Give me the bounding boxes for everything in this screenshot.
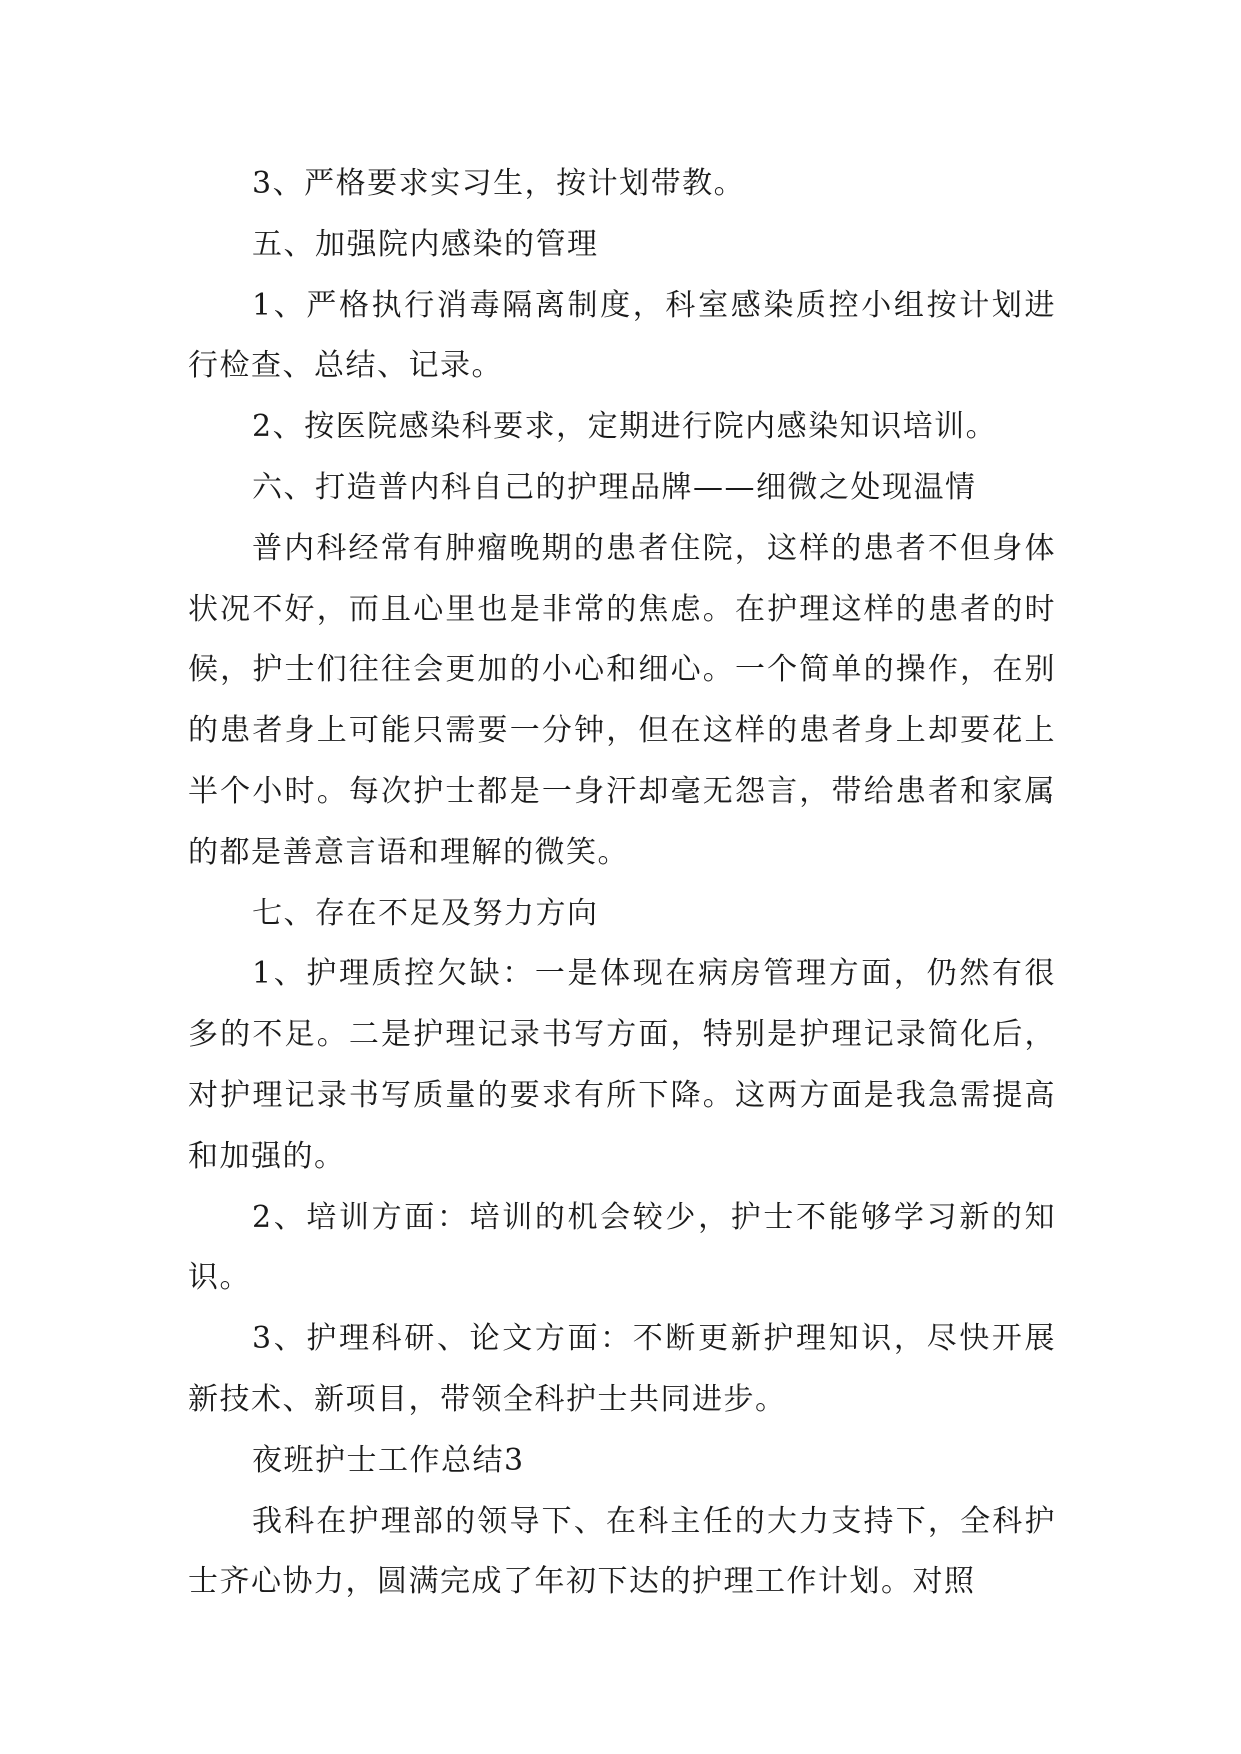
- section-title-night-shift-summary: 夜班护士工作总结3: [252, 1442, 525, 1478]
- paragraph-infection-training: 2、按医院感染科要求，定期进行院内感染知识培训。: [252, 409, 998, 445]
- heading-shortcomings: 七、存在不足及努力方向: [252, 895, 599, 931]
- paragraph-intern-teaching: 3、严格要求实习生，按计划带教。: [252, 166, 746, 201]
- paragraph-disinfection-system: 1、严格执行消毒隔离制度，科室感染质控小组按计划进行检查、总结、记录。: [188, 287, 1056, 384]
- paragraph-tumor-patients: 普内科经常有肿瘤晚期的患者住院，这样的患者不但身体状况不好，而且心里也是非常的焦虑。在护理这样的患者的时候，护士们往往会更加的小心和细心。一个简单的操作，在别的患者身上可能只需要一分钟，但在这样的患者身上却要花上半个小时。每次护士都是一身汗却毫无怨言，带给患者和家属的都是善意言语和理解的微笑。: [188, 530, 1056, 870]
- paragraph-research: 3、护理科研、论文方面：不断更新护理知识，尽快开展新技术、新项目，带领全科护士共同进步。: [188, 1321, 1056, 1417]
- heading-nursing-brand: 六、打造普内科自己的护理品牌——细微之处现温情: [252, 469, 977, 505]
- paragraph-training: 2、培训方面：培训的机会较少，护士不能够学习新的知识。: [188, 1199, 1056, 1296]
- paragraph-quality-control: 1、护理质控欠缺：一是体现在病房管理方面，仍然有很多的不足。二是护理记录书写方面，特别是护理记录简化后，对护理记录书写质量的要求有所下降。这两方面是我急需提高和加强的。: [188, 956, 1056, 1174]
- heading-infection-management: 五、加强院内感染的管理: [252, 226, 599, 262]
- document-body: [188, 154, 1056, 1613]
- paragraph-department-summary: 我科在护理部的领导下、在科主任的大力支持下，全科护士齐心协力，圆满完成了年初下达的护理工作计划。对照: [188, 1503, 1056, 1600]
